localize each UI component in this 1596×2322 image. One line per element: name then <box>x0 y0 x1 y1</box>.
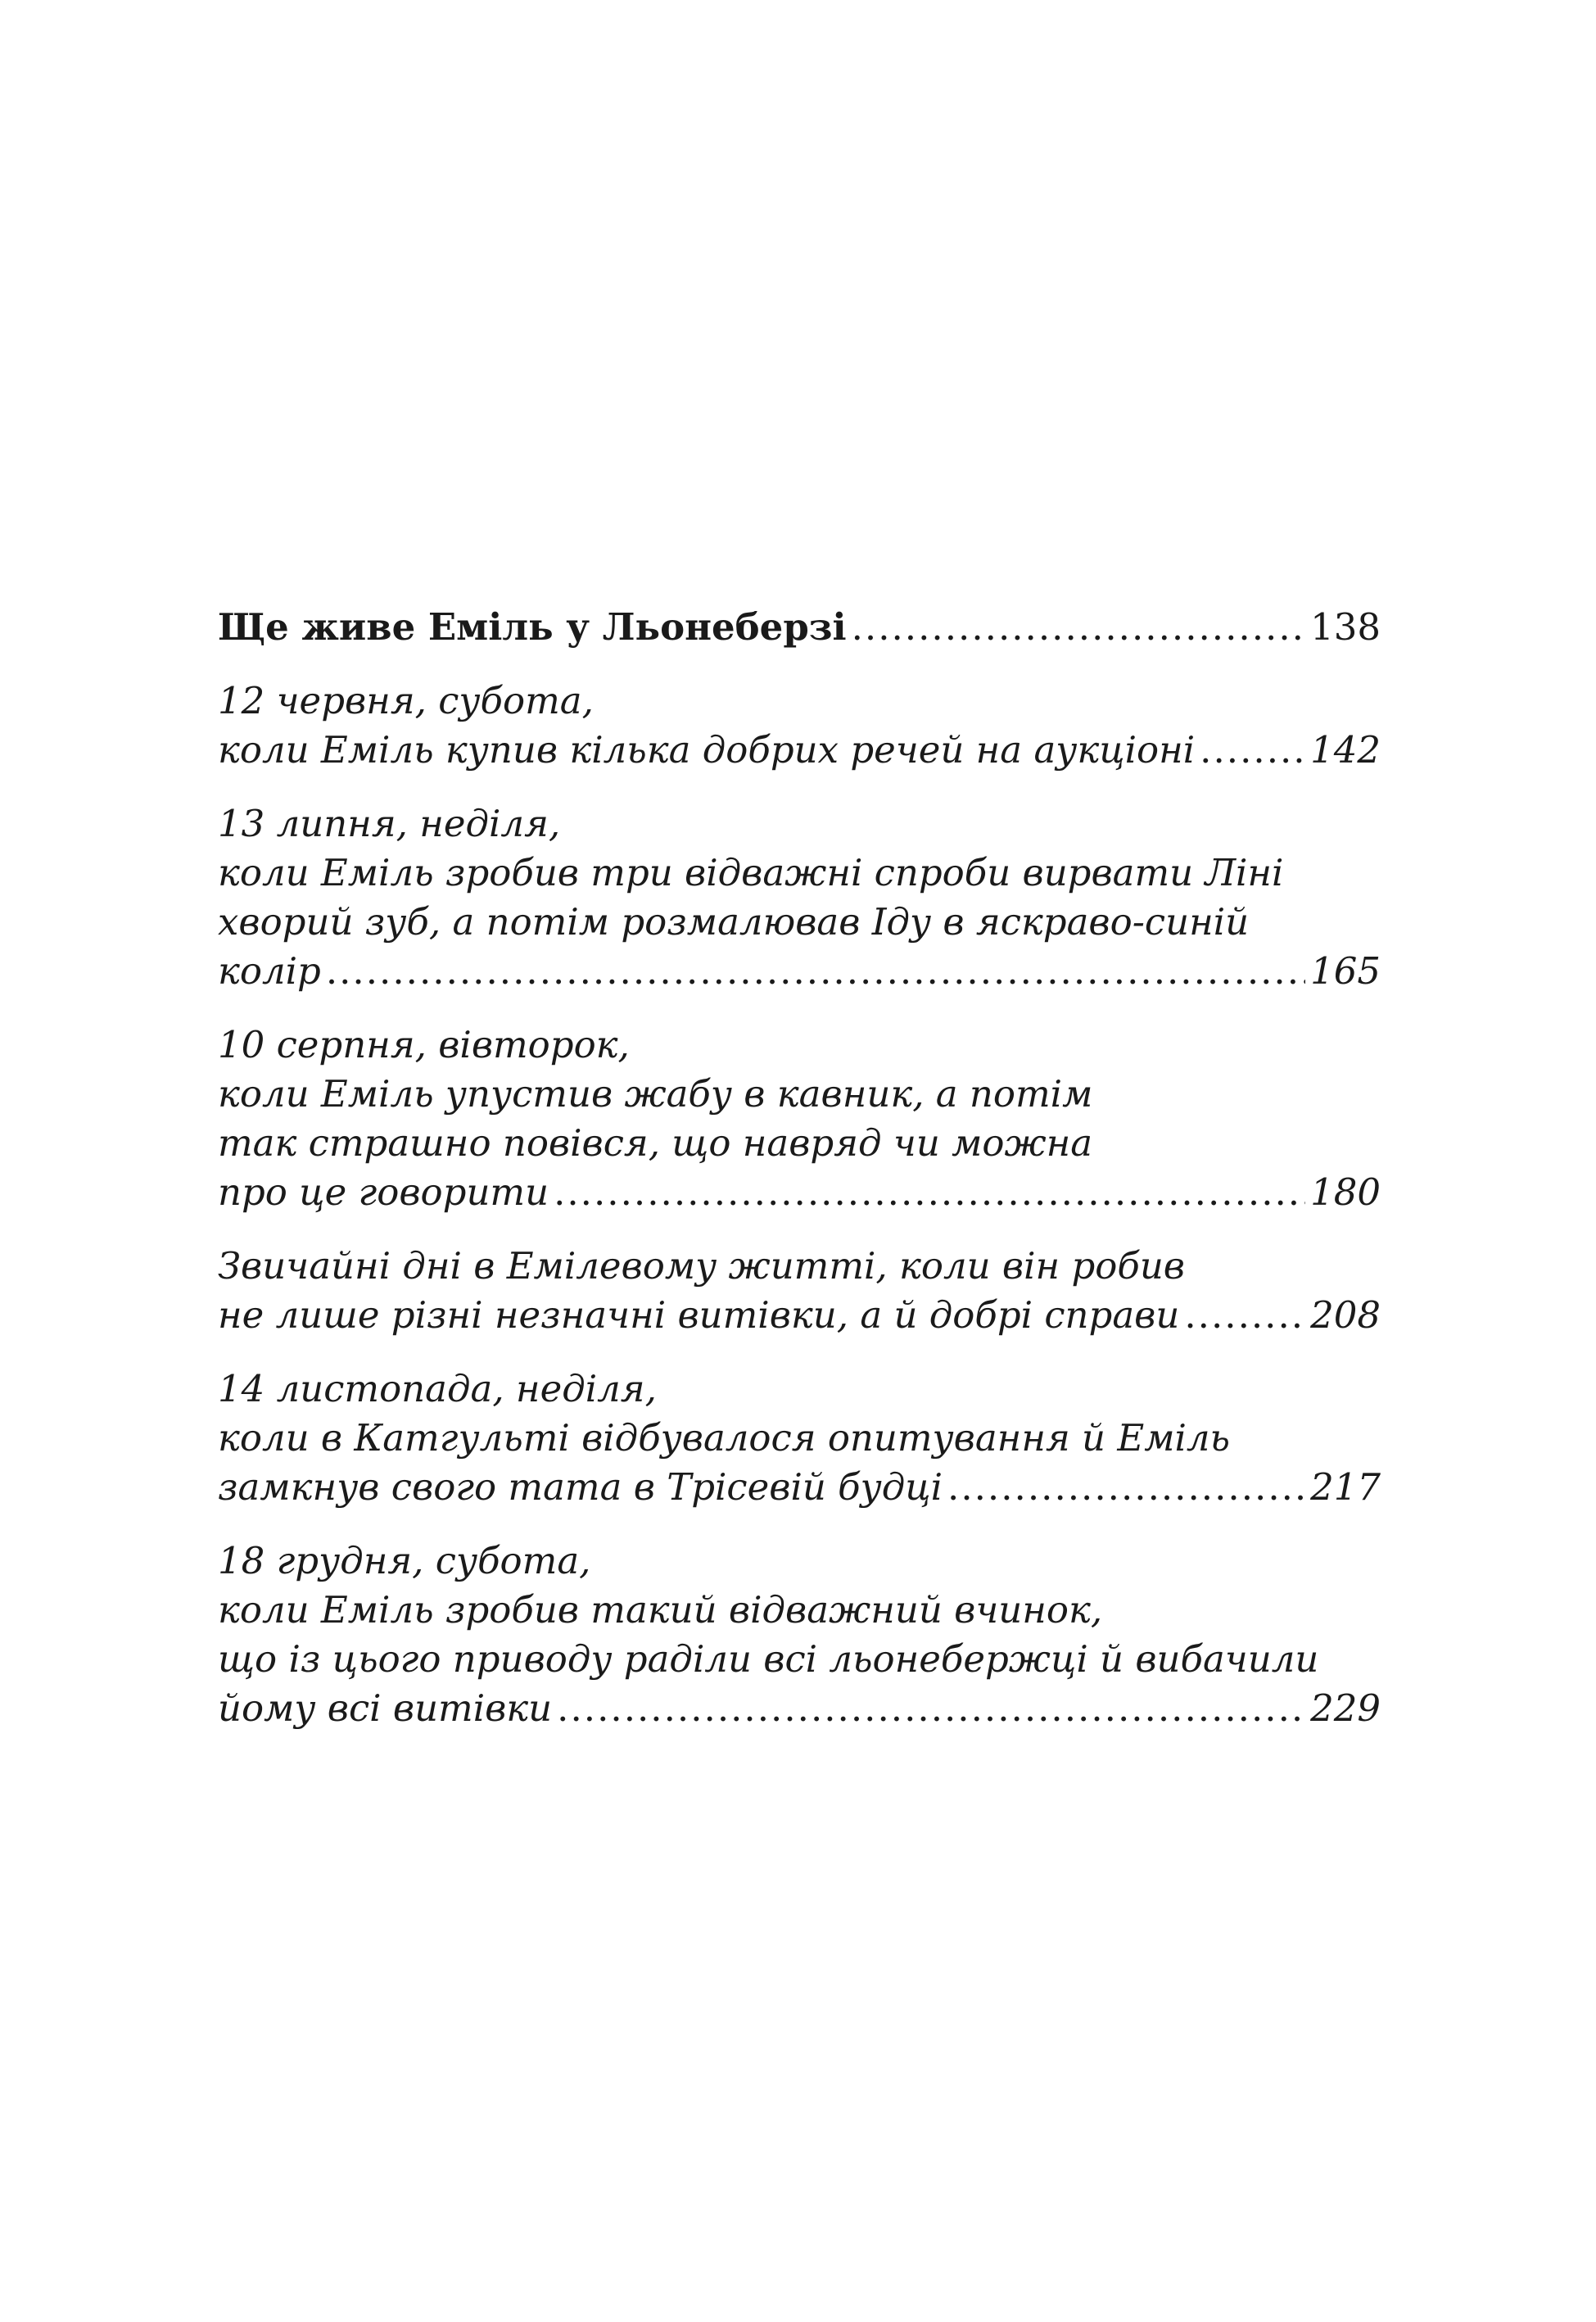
toc-entry[interactable] <box>218 799 1381 996</box>
toc-entry-line: 13 липня, неділя, <box>218 802 561 845</box>
page-number: 208 <box>1310 1293 1381 1337</box>
toc-entry-text: колір <box>218 949 321 993</box>
toc-entry[interactable] <box>218 1021 1381 1217</box>
toc-entry-line: коли Еміль зробив такий відважний вчинок, <box>218 1588 1103 1632</box>
toc-entry-last-line <box>218 947 1381 996</box>
toc-entry-last-line <box>218 1463 1381 1512</box>
toc-entry-line: коли в Катгульті відбувалося опитування й Еміль <box>218 1416 1231 1460</box>
dot-leader <box>1200 726 1305 775</box>
page-number: 180 <box>1310 1170 1381 1214</box>
page-number: 165 <box>1310 949 1381 993</box>
toc-entry-text: йому всі витівки <box>218 1686 553 1730</box>
toc-entry-line: що із цього приводу раділи всі льонебержці й вибачили <box>218 1637 1319 1681</box>
toc-entry-line: коли Еміль упустив жабу в кавник, а потім <box>218 1072 1093 1116</box>
toc-entry-title[interactable] <box>218 603 1381 652</box>
toc-entry-line: 12 червня, субота, <box>218 679 594 722</box>
toc-entry-line: Звичайні дні в Емілевому житті, коли він робив <box>218 1244 1185 1288</box>
dot-leader <box>554 1168 1305 1217</box>
dot-leader <box>852 603 1306 652</box>
dot-leader <box>947 1463 1305 1512</box>
toc-entry-line: 14 листопада, неділя, <box>218 1367 657 1410</box>
table-of-contents <box>218 603 1381 1758</box>
toc-entry-last-line <box>218 603 1381 652</box>
toc-section-title: Ще живе Еміль у Льонеберзі <box>218 605 847 649</box>
dot-leader <box>326 947 1305 996</box>
toc-entry[interactable] <box>218 677 1381 775</box>
toc-entry[interactable] <box>218 1537 1381 1733</box>
page-number: 142 <box>1310 728 1381 772</box>
dot-leader <box>1184 1291 1305 1340</box>
toc-entry[interactable] <box>218 1242 1381 1340</box>
page-number: 138 <box>1310 605 1381 649</box>
toc-entry-last-line <box>218 1168 1381 1217</box>
toc-entry-text: замкнув свого тата в Трісевій будці <box>218 1465 943 1509</box>
toc-entry-line: коли Еміль зробив три відважні спроби вирвати Ліні <box>218 851 1284 894</box>
toc-entry-line: 10 серпня, вівторок, <box>218 1023 630 1066</box>
toc-entry-last-line <box>218 1684 1381 1733</box>
toc-entry[interactable] <box>218 1365 1381 1512</box>
dot-leader <box>557 1684 1305 1733</box>
toc-entry-line: 18 грудня, субота, <box>218 1539 591 1582</box>
toc-entry-text: не лише різні незначні витівки, а й добрі справи <box>218 1293 1180 1337</box>
toc-entry-last-line <box>218 1291 1381 1340</box>
toc-entry-line: так страшно повівся, що навряд чи можна <box>218 1121 1093 1165</box>
toc-entry-line: хворий зуб, а потім розмалював Іду в яскраво-синій <box>218 900 1250 944</box>
toc-entry-last-line <box>218 726 1381 775</box>
page-number: 217 <box>1310 1465 1381 1509</box>
page-number: 229 <box>1310 1686 1381 1730</box>
toc-entry-text: про це говорити <box>218 1170 549 1214</box>
toc-entry-text: коли Еміль купив кілька добрих речей на аукціоні <box>218 728 1196 772</box>
